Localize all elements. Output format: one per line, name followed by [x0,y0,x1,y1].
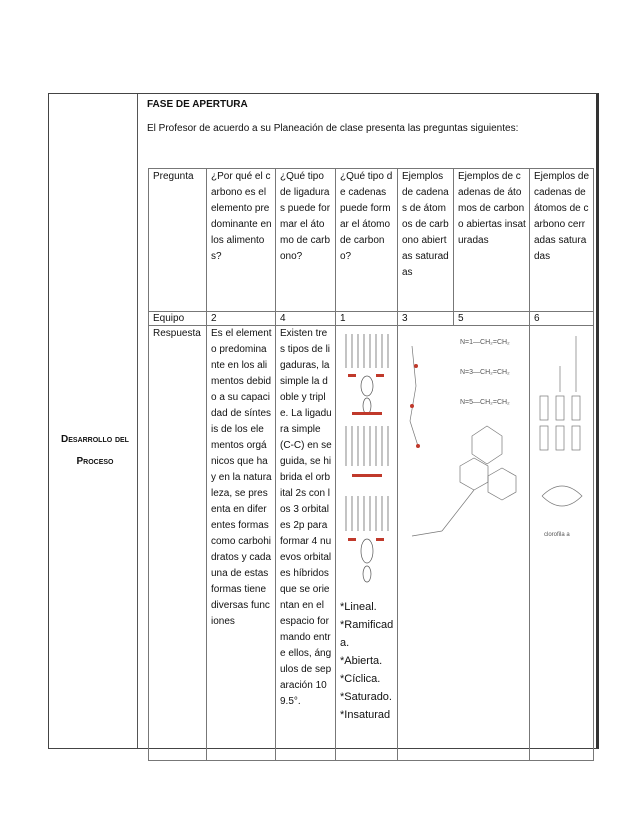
team-cell: 2 [207,312,276,326]
team-cell: 5 [454,312,530,326]
intro-text: El Profesor de acuerdo a su Planeación de clase presenta las preguntas siguientes: [147,123,519,134]
chain-types-list [340,598,394,724]
molecule-caption: clorofila a [544,532,570,538]
orbital-hybrid-drawing [340,326,394,584]
side-label [55,429,135,473]
chain-type: *Ramificada. [340,619,394,649]
left-label-column [49,94,138,748]
cyclic-drawing [534,326,590,546]
process-table [48,93,599,749]
team-row [149,312,594,326]
response-text-carbon: Es el elemento predominante en los alimentos debido a su capacidad de síntesis de los elementos orgánicos que hay en la naturaleza, se presenta en diferentes formas como carbohidratos y cada una de estas formas tiene diversas funciones [207,326,276,761]
team-cell: 6 [530,312,594,326]
orbital-diagram [340,326,394,590]
molecule-drawing [402,326,526,546]
response-cyclic [530,326,594,761]
formula-label: N=3—CH₂=CH₂ [460,369,510,376]
header-cell: ¿Qué tipo de cadenas puede formar el átomo de carbono? [336,169,398,312]
team-cell: 1 [336,312,398,326]
team-cell: Equipo [149,312,207,326]
team-cell: 4 [276,312,336,326]
chain-type: *Abierta. [340,655,383,667]
response-label: Respuesta [149,326,207,761]
team-cell: 3 [398,312,454,326]
response-structures [398,326,530,761]
header-cell: Ejemplos de cadenas de átomos de carbono abiertas saturadas [398,169,454,312]
chain-type: *Saturado. [340,691,392,703]
response-chains [336,326,398,761]
questions-table [148,168,594,761]
header-cell: Ejemplos de cadenas de átomos de carbono cerradas saturadas [530,169,594,312]
side-label-line1: Desarrollo del [61,434,129,445]
chain-type: *Cíclica. [340,673,381,685]
header-cell: ¿Qué tipo de ligaduras puede formar el átomo de carbono? [276,169,336,312]
header-cell: Pregunta [149,169,207,312]
header-row [149,169,594,312]
side-label-line2: Proceso [76,456,114,467]
response-row [149,326,594,761]
header-cell: Ejemplos de cadenas de átomos de carbono abiertas insaturadas [454,169,530,312]
response-text-bonds: Existen tres tipos de ligaduras, la simple la doble y triple. La ligadura simple (C-C) en seguida, se hibrida el orbital 2s con los 3 orbitales 2p para formar 4 nuevos orbitales híbridos que se orientan en el espacio formando entre ellos, ángulos de separación 109.5°. [276,326,336,761]
phase-title: FASE DE APERTURA [147,99,248,110]
chain-type: *Insaturad [340,709,391,721]
header-cell: ¿Por qué el carbono es el elemento predominante en los alimentos? [207,169,276,312]
formula-label: N=1—CH₂=CH₂ [460,339,510,346]
formula-label: N=5—CH₂=CH₂ [460,399,510,406]
chain-type: *Lineal. [340,601,377,613]
